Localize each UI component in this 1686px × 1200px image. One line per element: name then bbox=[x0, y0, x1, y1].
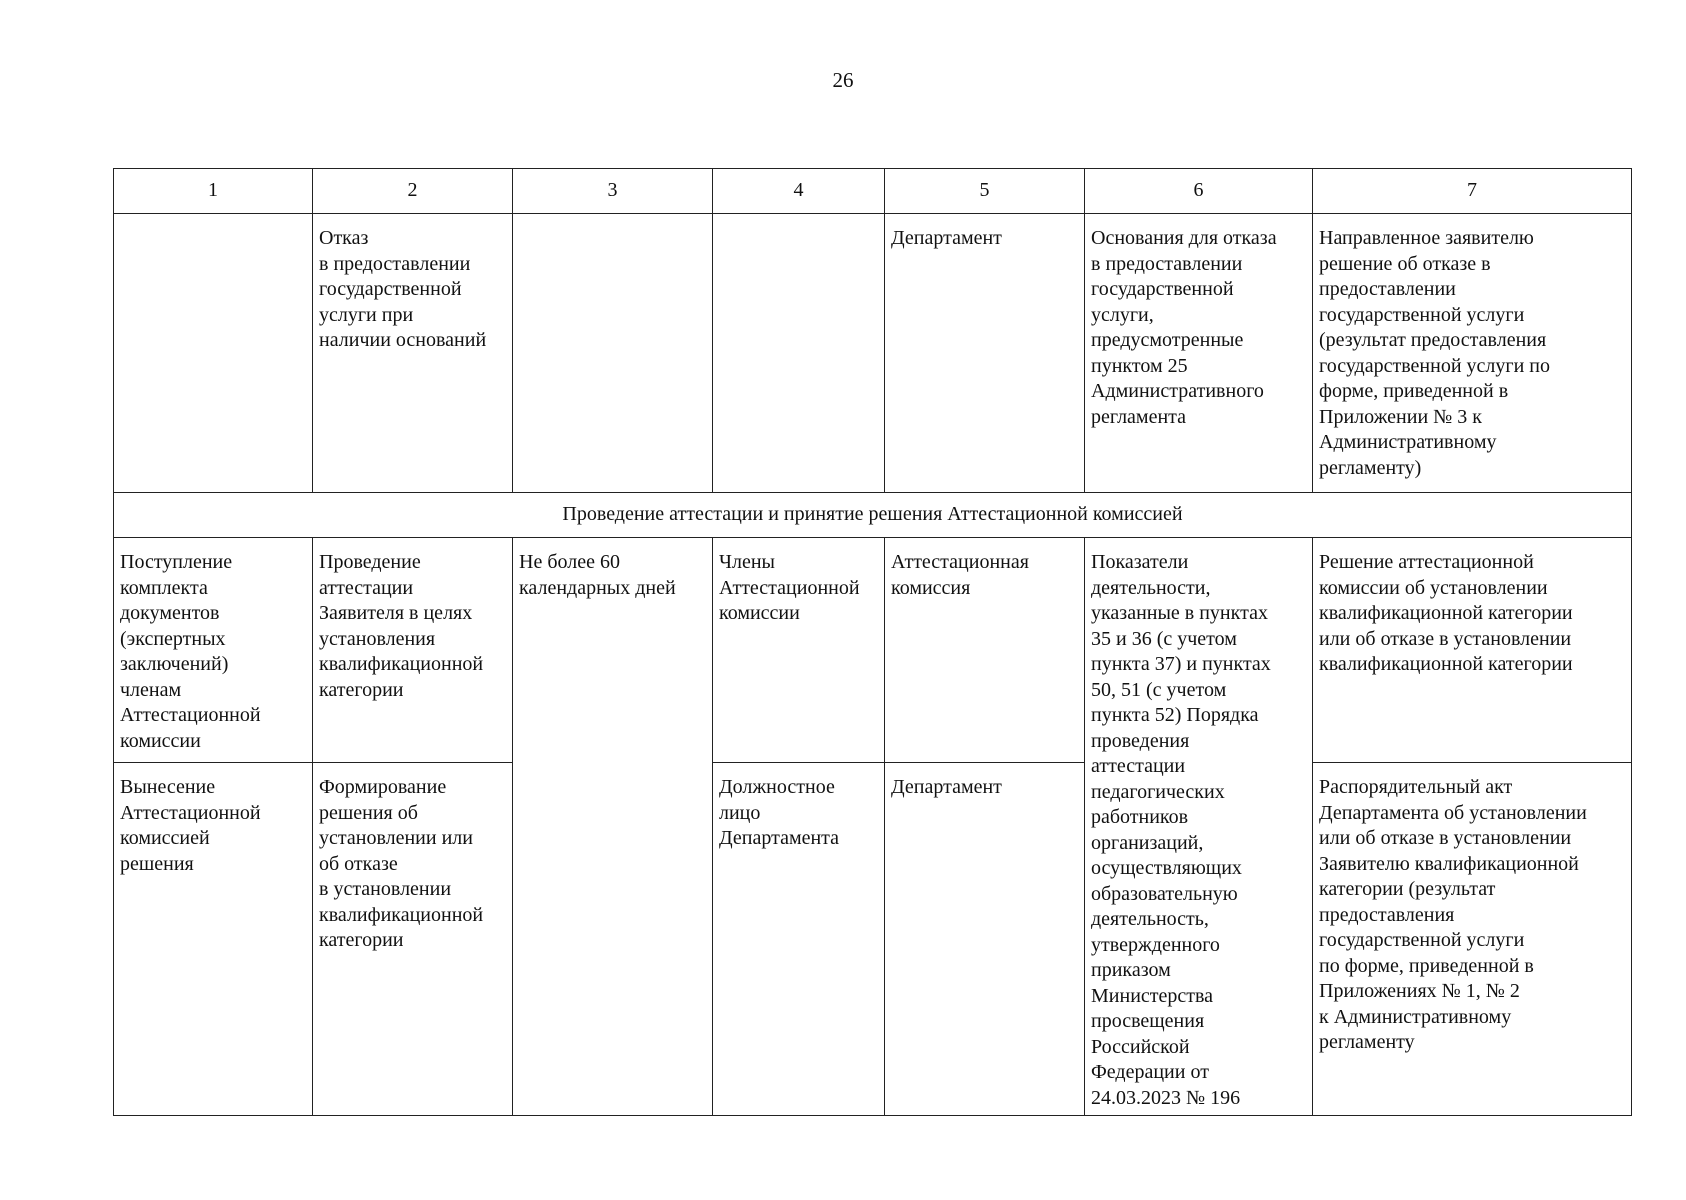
page-number: 26 bbox=[832, 68, 854, 92]
column-number-6: 6 bbox=[1085, 169, 1313, 214]
refusal-responsible-cell: Департамент bbox=[885, 214, 1085, 493]
attestation-result-cell: Решение аттестационной комиссии об установлении квалификационной категории или об отказе в установлении квалификационной категории bbox=[1313, 538, 1632, 763]
refusal-result-cell: Направленное заявителю решение об отказе в предоставлении государственной услуги (результат предоставления государственной услуги по форме, приведенной в Приложении № 3 к Административному регламенту) bbox=[1313, 214, 1632, 493]
attestation-official-cell: Члены Аттестационной комиссии bbox=[713, 538, 885, 763]
refusal-row bbox=[114, 214, 1632, 493]
refusal-cell-4 bbox=[713, 214, 885, 493]
column-number-2: 2 bbox=[313, 169, 513, 214]
column-number-3: 3 bbox=[513, 169, 713, 214]
section-title: Проведение аттестации и принятие решения Аттестационной комиссией bbox=[114, 493, 1632, 538]
column-number-1: 1 bbox=[114, 169, 313, 214]
attestation-row bbox=[114, 538, 1632, 763]
decision-official-cell: Должностное лицо Департамента bbox=[713, 763, 885, 1116]
attestation-duration-cell: Не более 60 календарных дней bbox=[513, 538, 713, 1116]
refusal-criteria-cell: Основания для отказа в предоставлении государственной услуги, предусмотренные пунктом 25 Административного регламента bbox=[1085, 214, 1313, 493]
decision-basis-cell: Вынесение Аттестационной комиссией решения bbox=[114, 763, 313, 1116]
decision-place-cell: Департамент bbox=[885, 763, 1085, 1116]
column-number-header-row bbox=[114, 169, 1632, 214]
decision-action-cell: Формирование решения об установлении или об отказе в установлении квалификационной категории bbox=[313, 763, 513, 1116]
refusal-action-cell: Отказ в предоставлении государственной услуги при наличии оснований bbox=[313, 214, 513, 493]
attestation-basis-cell: Поступление комплекта документов (экспертных заключений) членам Аттестационной комиссии bbox=[114, 538, 313, 763]
refusal-cell-3 bbox=[513, 214, 713, 493]
attestation-action-cell: Проведение аттестации Заявителя в целях установления квалификационной категории bbox=[313, 538, 513, 763]
attestation-place-cell: Аттестационная комиссия bbox=[885, 538, 1085, 763]
procedure-table bbox=[113, 168, 1632, 1116]
section-title-row bbox=[114, 493, 1632, 538]
decision-row bbox=[114, 763, 1632, 1116]
refusal-cell-1 bbox=[114, 214, 313, 493]
column-number-5: 5 bbox=[885, 169, 1085, 214]
column-number-4: 4 bbox=[713, 169, 885, 214]
attestation-criteria-cell: Показатели деятельности, указанные в пунктах 35 и 36 (с учетом пункта 37) и пунктах 50, 51 (с учетом пункта 52) Порядка проведения аттестации педагогических работников организаций, осуществляющих образовательную деятельность, утвержденного приказом Министерства просвещения Российской Федерации от 24.03.2023 № 196 bbox=[1085, 538, 1313, 1116]
decision-result-cell: Распорядительный акт Департамента об установлении или об отказе в установлении Заявителю квалификационной категории (результат предоставления государственной услуги по форме, приведенной в Приложениях № 1, № 2 к Административному регламенту bbox=[1313, 763, 1632, 1116]
column-number-7: 7 bbox=[1313, 169, 1632, 214]
